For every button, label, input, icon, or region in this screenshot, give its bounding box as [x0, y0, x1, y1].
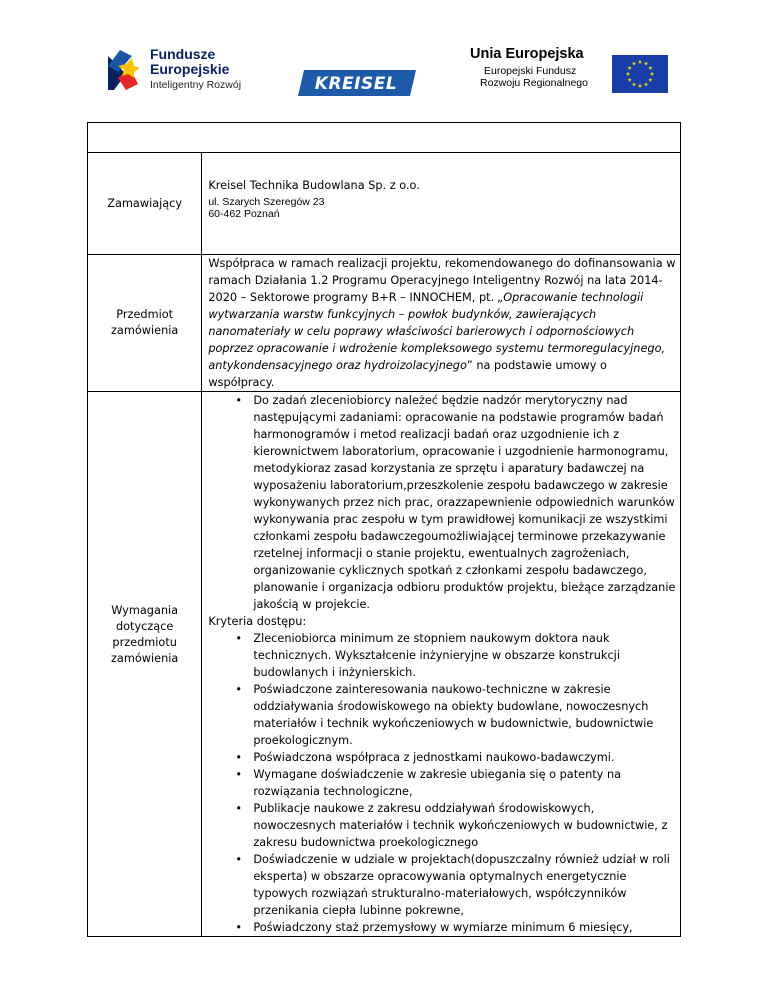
subject-text-intro: Współpraca w ramach realizacji projektu, rekomendowanego do dofinansowania w ramach Działania 1.2 Programu Operacyjnego Inteligentny Rozwój na lata 2014-2020 – Sektorowe programy B+R – INNOCHEM, pt.: [208, 257, 676, 304]
list-item: [253, 681, 676, 749]
list-item: [253, 851, 676, 919]
orderer-label: Zamawiający: [107, 196, 183, 210]
fundusze-europejskie-logo: [150, 47, 241, 91]
fe-logo-line2: Europejskie: [150, 61, 230, 77]
order-table: [87, 122, 681, 937]
eu-flag-icon: [612, 55, 668, 93]
criteria-list: [208, 630, 676, 936]
criteria-item-text: Poświadczona współpraca z jednostkami naukowo-badawczymi.: [253, 751, 615, 764]
kreisel-logo: [298, 70, 416, 96]
requirements-label-line3: przedmiotu: [112, 635, 177, 649]
requirements-label-line2: dotyczące: [115, 619, 174, 633]
fe-logo-line3: Inteligentny Rozwój: [150, 79, 242, 91]
criteria-item-text: Poświadczony staż przemysłowy w wymiarze minimum 6 miesięcy,: [253, 921, 633, 934]
kreisel-logo-text: KREISEL: [314, 74, 398, 94]
criteria-item-text: Doświadczenie w udziale w projektach(dopuszczalny również udział w roli eksperta) w obszarze opracowywania optymalnych energetycznie typowych rozwiązań strukturalno-materiałowych, współczynników przenikania ciepła lubinne pokrewne,: [253, 853, 670, 917]
requirements-label-line4: zamówienia: [111, 651, 179, 665]
subject-text-end: ” na podstawie umowy o współpracy.: [208, 359, 607, 389]
requirements-label-line1: Wymagania: [111, 603, 179, 617]
duties-list: [208, 392, 676, 613]
eu-logo-line2: Europejski Fundusz: [484, 64, 577, 77]
duties-text: Do zadań zleceniobiorcy należeć będzie nadzór merytoryczny nad następującymi zadaniami: opracowanie na podstawie programów badań harmonogramów i metod realizacji badań oraz uzgodnienie ich z kierownictwem laboratorium, opracowanie i uzgodnienie harmonogramu, metodykioraz zasad korzystania ze sprzętu i aparatury badawczej na wyposażeniu laboratorium,przeszkolenie zespołu badawczego w zakresie wykonywanych przez nich prac, orazzapewnienie odpowiednich warunków wykonywania prac zespołu w tym prawidłowej komunikacji ze wszystkimi członkami zespołu badawczegoumożliwiającej terminowe przekazywanie rzetelnej informacji o stanie projektu, ewentualnych zagrożeniach, organizowanie cyklicznych spotkań z członkami zespołu badawczego, planowanie i organizacja odbioru produktów projektu, bieżące zarządzanie jakością w projekcie.: [253, 394, 676, 611]
criteria-item-text: Zleceniobiorca minimum ze stopniem naukowym doktora nauk technicznych. Wykształcenie inżynieryjne w obszarze konstrukcji budowlanych i inżynierskich.: [253, 632, 620, 679]
orderer-city: 60-462 Poznań: [208, 208, 280, 220]
eu-logo-line1: Unia Europejska: [470, 46, 584, 62]
criteria-item-text: Poświadczone zainteresowania naukowo-techniczne w zakresie oddziaływania środowiskowego na obiekty budowlane, nowoczesnych materiałów i technik wykończeniowych w budownictwie, budownictwie proekologicznym.: [253, 683, 654, 747]
list-item: [253, 919, 676, 936]
criteria-heading: Kryteria dostępu:: [208, 615, 307, 628]
eu-logo-text: [470, 46, 588, 89]
table-row-orderer: [88, 153, 681, 255]
subject-label-line2: zamówienia: [111, 324, 179, 337]
orderer-street: ul. Szarych Szeregów 23: [208, 196, 325, 208]
fe-logo-line1: Fundusze: [150, 46, 216, 62]
list-item: [253, 749, 676, 766]
criteria-item-text: Publikacje naukowe z zakresu oddziaływań środowiskowych, nowoczesnych materiałów i technik wykończeniowych w budownictwie, z zakresu budownictwa proekologicznego: [253, 802, 668, 849]
table-row-blank: [88, 123, 681, 153]
table-row-requirements: [88, 392, 681, 937]
criteria-item-text: Wymagane doświadczenie w zakresie ubiegania się o patenty na rozwiązania technologiczne,: [253, 768, 622, 798]
list-item: [253, 630, 676, 681]
fundusze-europejskie-logo-icon: [104, 44, 146, 92]
page-header: [0, 0, 768, 110]
list-item: [253, 392, 676, 613]
subject-project-title: „Opracowanie technologii wytwarzania warstw funkcyjnych – powłok budynków, zawierających nanomateriały w celu poprawy właściwości barierowych i odpornościowych poprzez opracowanie i wdrożenie kompleksowego systemu termoregulacyjnego, antykondensacyjnego oraz hydroizolacyjnego: [208, 291, 666, 372]
subject-label-line1: Przedmiot: [116, 308, 174, 321]
list-item: [253, 766, 676, 800]
table-row-subject: [88, 255, 681, 392]
orderer-name: Kreisel Technika Budowlana Sp. z o.o.: [208, 179, 420, 192]
list-item: [253, 800, 676, 851]
eu-logo-line3: Rozwoju Regionalnego: [480, 76, 588, 89]
